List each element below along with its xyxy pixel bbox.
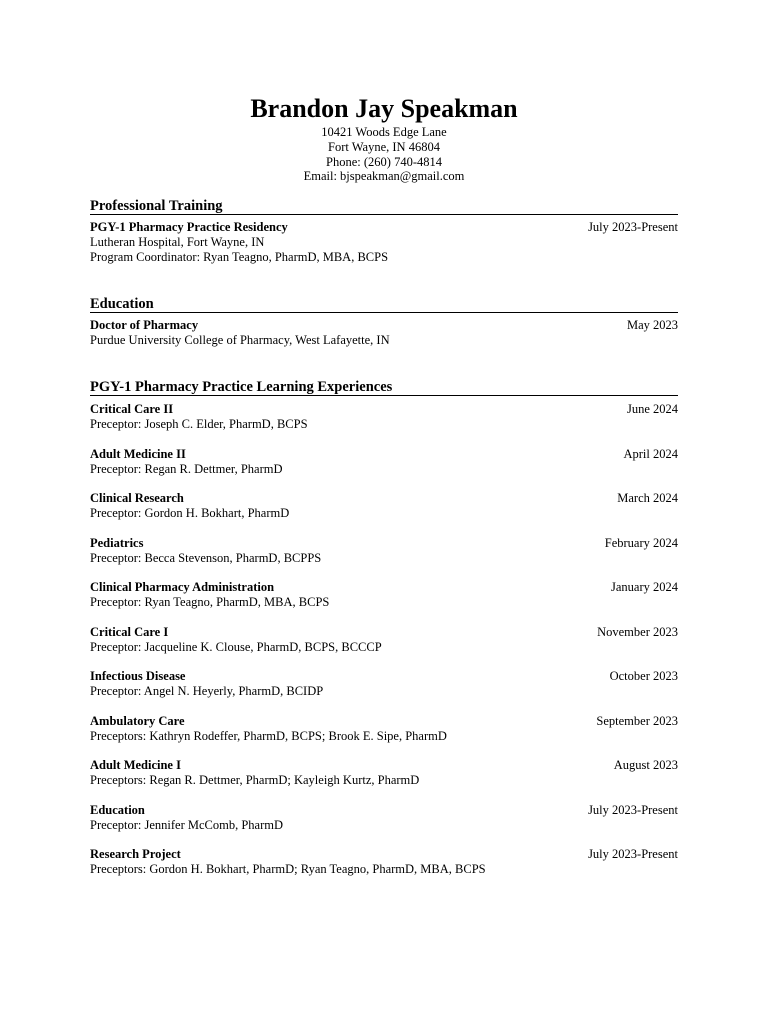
experience-date: October 2023 [609, 669, 678, 683]
experience-preceptor: Preceptor: Becca Stevenson, PharmD, BCPPS [90, 550, 322, 565]
experience-item [90, 847, 678, 877]
entry-location: Lutheran Hospital, Fort Wayne, IN [90, 235, 265, 249]
experience-date: July 2023-Present [588, 847, 678, 861]
entry-head [90, 714, 678, 729]
address-line-2: Fort Wayne, IN 46804 [328, 139, 440, 154]
experience-item [90, 491, 678, 521]
experience-title: Adult Medicine II [90, 446, 186, 461]
experience-title: Clinical Pharmacy Administration [90, 580, 275, 594]
experience-preceptor: Preceptors: Regan R. Dettmer, PharmD; Kayleigh Kurtz, PharmD [90, 773, 420, 787]
experience-date: February 2024 [604, 535, 678, 550]
experience-item [90, 536, 678, 566]
section-title: Professional Training [90, 198, 678, 215]
experience-title: Critical Care II [90, 402, 174, 416]
experience-list [90, 402, 678, 877]
training-entry [90, 220, 678, 265]
experience-item [90, 758, 678, 788]
experience-preceptor: Preceptor: Jennifer McComb, PharmD [90, 817, 284, 832]
experience-date: January 2024 [611, 580, 678, 594]
experience-title: Infectious Disease [90, 669, 186, 683]
entry-head [90, 491, 678, 506]
experience-item [90, 803, 678, 833]
education-entry [90, 318, 678, 348]
experience-preceptor: Preceptor: Regan R. Dettmer, PharmD [90, 461, 283, 476]
experience-date: June 2024 [626, 402, 678, 416]
experience-item [90, 402, 678, 432]
experience-preceptor: Preceptor: Jacqueline K. Clouse, PharmD, BCPS, BCCCP [90, 639, 382, 654]
experience-item [90, 447, 678, 477]
experience-preceptor: Preceptors: Kathryn Rodeffer, PharmD, BCPS; Brook E. Sipe, PharmD [90, 728, 447, 743]
entry-head [90, 402, 678, 417]
experience-title: Pediatrics [90, 535, 144, 550]
section-learning-experiences [90, 379, 678, 877]
experience-date: September 2023 [596, 713, 678, 728]
experience-date: August 2023 [613, 758, 678, 772]
email: Email: bjspeakman@gmail.com [303, 169, 465, 184]
section-education [90, 296, 678, 348]
entry-date: July 2023-Present [588, 220, 678, 234]
entry-head [90, 847, 678, 862]
resume-header [0, 93, 768, 184]
experience-preceptor: Preceptor: Ryan Teagno, PharmD, MBA, BCPS [90, 595, 330, 609]
experience-title: Research Project [90, 847, 181, 861]
experience-title: Ambulatory Care [90, 713, 185, 728]
entry-title: PGY-1 Pharmacy Practice Residency [90, 220, 288, 234]
experience-date: April 2024 [623, 446, 678, 461]
entry-head [90, 758, 678, 773]
entry-head [90, 669, 678, 684]
experience-title: Critical Care I [90, 624, 169, 639]
experience-date: November 2023 [597, 624, 678, 639]
experience-date: March 2024 [617, 491, 678, 505]
experience-preceptor: Preceptor: Gordon H. Bokhart, PharmD [90, 506, 290, 520]
section-title: PGY-1 Pharmacy Practice Learning Experiences [90, 379, 678, 396]
experience-title: Education [90, 802, 145, 817]
entry-coordinator: Program Coordinator: Ryan Teagno, PharmD, MBA, BCPS [90, 250, 389, 264]
entry-head [90, 625, 678, 640]
section-title: Education [90, 296, 678, 313]
experience-preceptor: Preceptor: Angel N. Heyerly, PharmD, BCIDP [90, 684, 324, 698]
entry-head [90, 580, 678, 595]
experience-date: July 2023-Present [588, 802, 678, 817]
experience-item [90, 669, 678, 699]
experience-item [90, 625, 678, 655]
entry-head [90, 318, 678, 333]
experience-preceptor: Preceptors: Gordon H. Bokhart, PharmD; Ryan Teagno, PharmD, MBA, BCPS [90, 862, 486, 876]
address-line-1: 10421 Woods Edge Lane [321, 125, 447, 139]
entry-head [90, 220, 678, 235]
experience-title: Clinical Research [90, 491, 184, 505]
entry-head [90, 536, 678, 551]
entry-head [90, 447, 678, 462]
candidate-name: Brandon Jay Speakman [250, 94, 518, 123]
experience-preceptor: Preceptor: Joseph C. Elder, PharmD, BCPS [90, 417, 308, 431]
entry-school: Purdue University College of Pharmacy, West Lafayette, IN [90, 333, 390, 347]
experience-item [90, 580, 678, 610]
experience-title: Adult Medicine I [90, 758, 181, 772]
entry-title: Doctor of Pharmacy [90, 318, 199, 332]
entry-date: May 2023 [626, 318, 678, 332]
experience-item [90, 714, 678, 744]
section-professional-training [90, 198, 678, 265]
phone: Phone: (260) 740-4814 [326, 154, 442, 169]
entry-head [90, 803, 678, 818]
